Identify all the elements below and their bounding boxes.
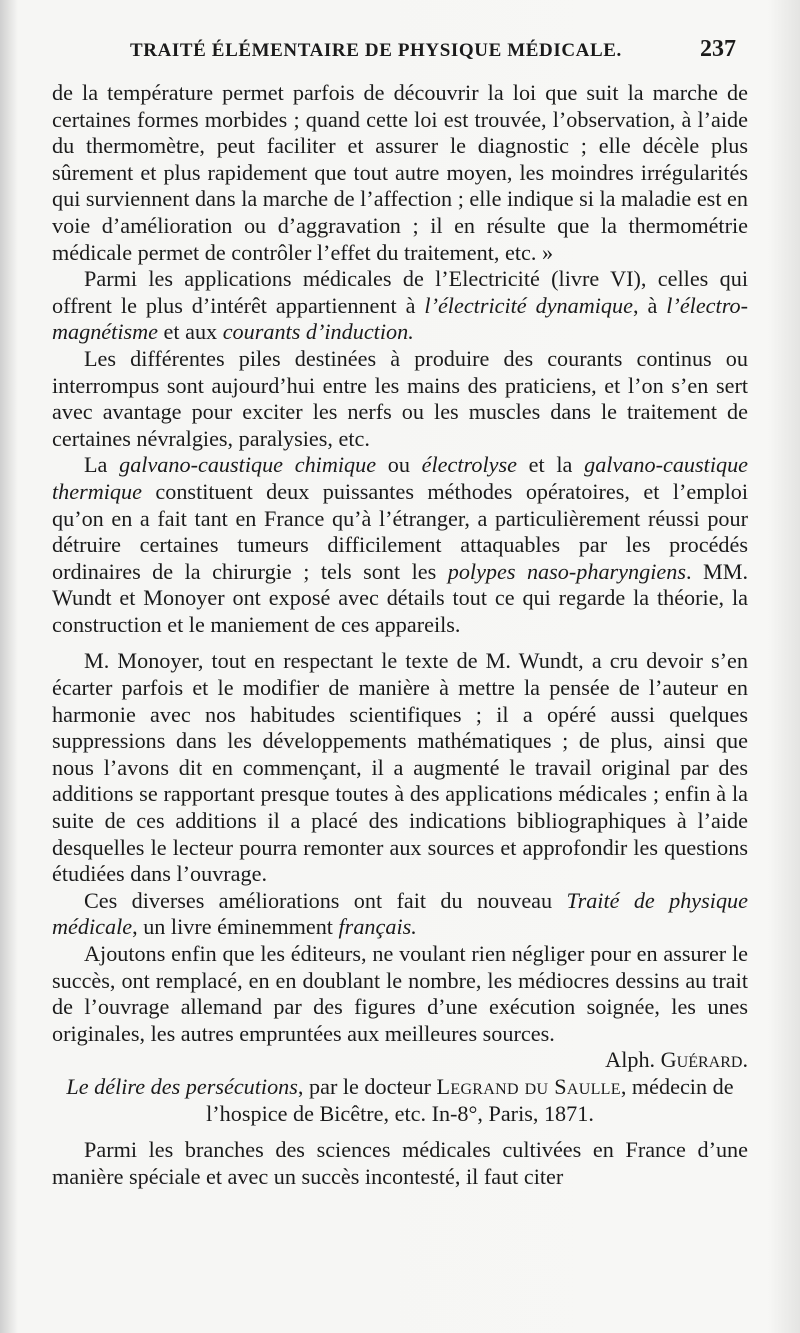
review-author: Legrand du Saulle — [436, 1073, 621, 1099]
signature-name: Alph. G — [605, 1047, 677, 1073]
text-run: et la — [516, 452, 585, 478]
text-run: et aux — [158, 319, 223, 345]
paragraph-editeurs — [52, 941, 748, 1074]
review-heading — [52, 1074, 748, 1127]
text-run: , par le docteur — [297, 1073, 437, 1099]
text-run: Parmi les applications médicales de l’Electricité (livre VI), celles qui offrent le plus d’intérêt appartiennent à — [52, 266, 748, 318]
paragraph-galvano-caustique — [52, 452, 748, 638]
italic-term: galvano-caustique chimique — [119, 452, 377, 478]
italic-term: courants d’induction. — [222, 319, 414, 345]
italic-term: français. — [338, 914, 417, 940]
running-header — [96, 36, 736, 68]
text-run: , un livre éminemment — [132, 914, 339, 940]
signature-smallcaps: uérard — [676, 1047, 743, 1073]
paragraph-thermometry: de la température permet parfois de découvrir la loi que suit la marche de certaines formes morbides ; quand cette loi est trouvée, l’observation, à l’aide du thermomètre, peut faciliter et assurer le diagnostic ; elle décèle plus sûrement et plus rapidement que tout autre moyen, les moindres irrégularités qui surviennent dans la marche de l’affection ; elle indique si la maladie est en voie d’amélioration ou d’aggravation ; il en résulte que la thermométrie médicale permet de contrôler l’effet du traitement, etc. » — [52, 80, 748, 265]
text-run: Ajoutons enfin que les éditeurs, ne voulant rien négliger pour en assurer le succès, ont remplacé, en en doublant le nombre, les médiocres dessins au trait de l’ouvrage allemand par des figures d’une exécution soignée, les unes originales, les autres empruntées aux meilleures sources. — [52, 941, 748, 1046]
text-run: La — [84, 452, 120, 478]
text-run: , médecin de l’hospice de Bicêtre, etc. In-8°, Paris, 1871. — [206, 1073, 734, 1126]
italic-term: électrolyse — [421, 452, 517, 478]
paragraph-monoyer: M. Monoyer, tout en respectant le texte de M. Wundt, a cru devoir s’en écarter parfois et le modifier de manière à mettre la pensée de l’auteur en harmonie avec nos habitudes scientifiques ; il a opéré aussi quelques suppressions dans les développements mathématiques ; de plus, ainsi que nous l’avons dit en commençant, il a augmenté le travail original par des additions se rapportant presque toutes à des applications médicales ; enfin à la suite de ces additions il a placé des indications bibliographiques à l’aide desquelles le lecteur pourra remonter aux sources et approfondir les questions étudiées dans l’ouvrage. — [52, 648, 748, 887]
review-title: Le délire des persécutions — [66, 1073, 298, 1099]
text-run: . MM. Wundt et Monoyer ont exposé avec détails tout ce qui regarde la théorie, la construction et le maniement de ces appareils. — [52, 558, 748, 637]
text-run: constituent deux puissantes méthodes opératoires, et l’emploi qu’on en a fait tant en France qu’à l’étranger, a particulièrement réussi pour détruire certaines tumeurs difficilement attaquables par les procédés ordinaires de la chirurgie ; tels sont les — [52, 478, 748, 584]
italic-term: galvano-caustique thermique — [52, 452, 749, 504]
paragraph-ameliorations — [52, 888, 748, 941]
page-number: 237 — [700, 36, 736, 62]
signature-period: . — [742, 1047, 748, 1073]
paragraph-piles: Les différentes piles destinées à produire des courants continus ou interrompus sont aujourd’hui entre les mains des praticiens, et l’on s’en sert avec avantage pour exciter les nerfs ou les muscles dans le traitement de certaines névralgies, paralysies, etc. — [52, 345, 748, 451]
italic-term: polypes naso-pharyngiens — [447, 558, 686, 584]
text-run: ou — [376, 452, 422, 478]
text-run: Ces diverses améliorations ont fait du nouveau — [84, 887, 567, 913]
italic-term: l’électro-magnétisme — [52, 292, 748, 345]
page-body — [52, 80, 748, 1190]
paragraph-final: Parmi les branches des sciences médicales cultivées en France d’une manière spéciale et avec un succès incontesté, il faut citer — [52, 1137, 748, 1189]
paragraph-electricity-applications — [52, 266, 748, 346]
italic-title: Traité de physique médicale — [52, 887, 748, 940]
signature — [52, 1047, 748, 1074]
running-title: TRAITÉ ÉLÉMENTAIRE DE PHYSIQUE MÉDICALE. — [130, 40, 622, 61]
italic-term: l’électricité dynamique — [424, 292, 633, 318]
text-run: , à — [632, 292, 667, 318]
